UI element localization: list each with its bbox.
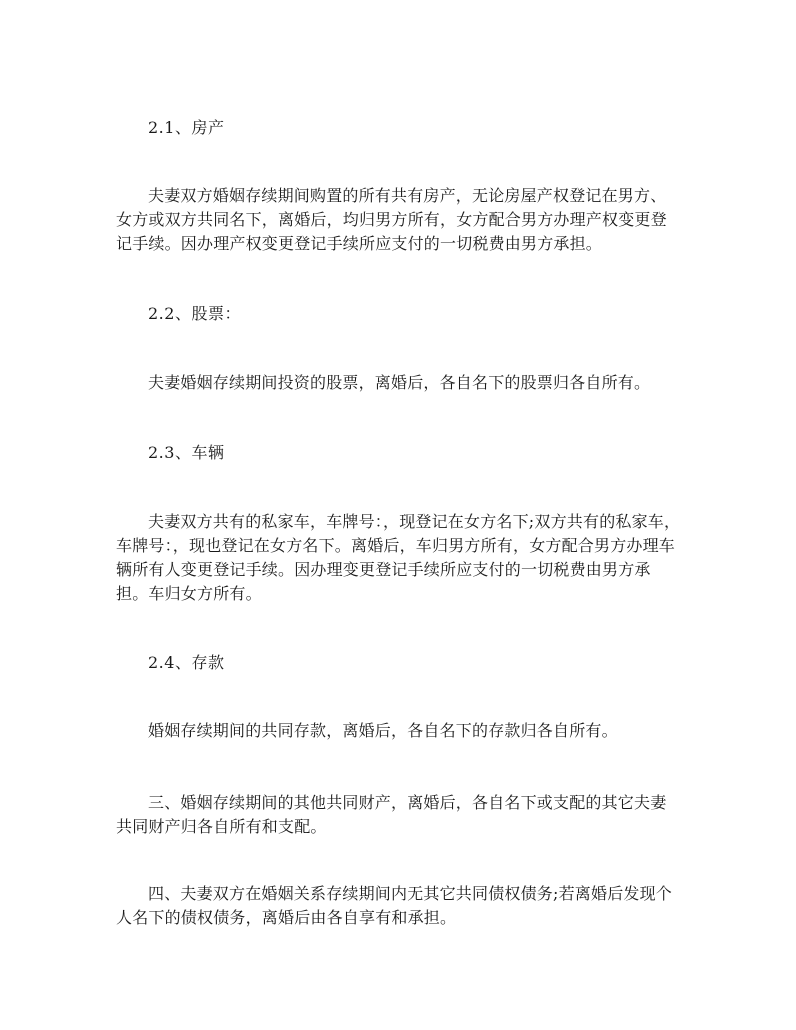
section-paragraph-2-4: 婚姻存续期间的共同存款，离婚后，各自名下的存款归各自所有。 — [148, 721, 618, 740]
section-paragraph-2-1: 夫妻双方婚姻存续期间购置的所有共有房产，无论房屋产权登记在男方、女方或双方共同名下，离婚后，均归男方所有，女方配合男方办理产权变更登记手续。因办理产权变更登记手续所应支付的一切税费由男方承担。 — [116, 186, 667, 253]
section-paragraph-2-3: 夫妻双方共有的私家车，车牌号：，现登记在女方名下;双方共有的私家车，车牌号：，现也登记在女方名下。离婚后，车归男方所有，女方配合男方办理车辆所有人变更登记手续。因办理变更登记手续所应支付的一切税费由男方承担。车归女方所有。 — [116, 512, 681, 603]
section-heading-2-4: 2.4、存款 — [148, 653, 225, 672]
clause-three: 三、婚姻存续期间的其他共同财产，离婚后，各自名下或支配的其它夫妻共同财产归各自所有和支配。 — [116, 793, 667, 836]
section-paragraph-2-2: 夫妻婚姻存续期间投资的股票，离婚后，各自名下的股票归各自所有。 — [148, 373, 651, 392]
section-heading-2-1: 2.1、房产 — [148, 118, 225, 137]
section-heading-2-2: 2.2、股票： — [148, 304, 241, 323]
section-heading-2-3: 2.3、车辆 — [148, 443, 225, 462]
clause-four: 四、夫妻双方在婚姻关系存续期间内无其它共同债权债务;若离婚后发现个人名下的债权债务，离婚后由各自享有和承担。 — [116, 884, 672, 927]
